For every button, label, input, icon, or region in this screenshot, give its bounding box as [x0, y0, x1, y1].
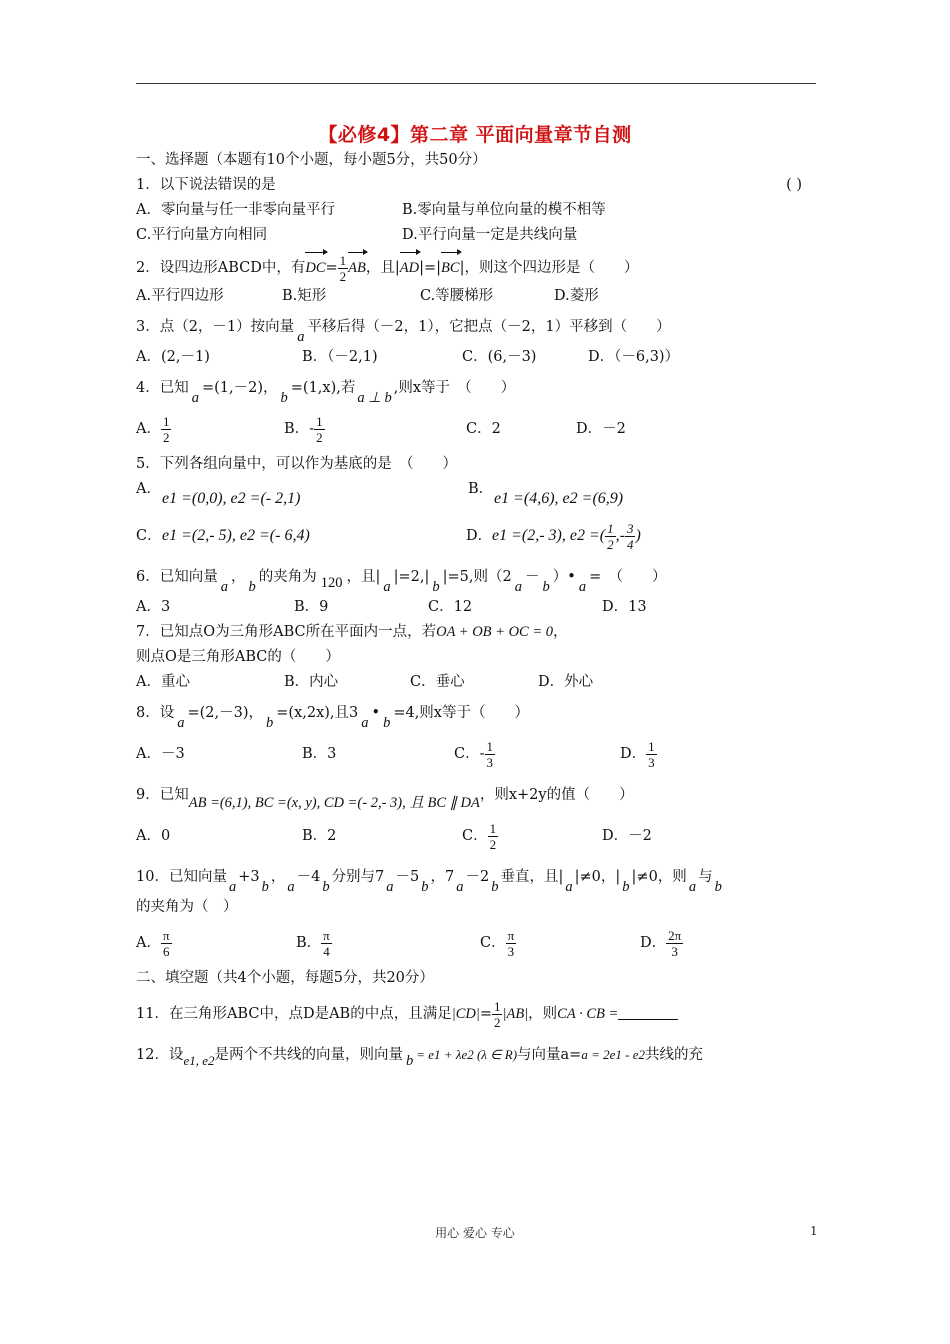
question-12 [136, 1037, 826, 1073]
question-10-line2 [136, 895, 826, 920]
section-heading-fill [136, 966, 826, 991]
vector-b: b [383, 715, 391, 731]
q5-options-row2 [136, 513, 826, 559]
text-fragment: ）• [552, 569, 576, 585]
text-fragment: 是两个不共线的向量，则向量 [214, 1047, 403, 1063]
page-footer: 用心 爱心 专心 [435, 1226, 515, 1240]
text-fragment: ，且| [346, 569, 381, 585]
question-stem: 7．已知点O为三角形ABC所在平面内一点，若 [136, 624, 437, 640]
text-fragment: +3 [238, 869, 260, 885]
vector-sum-expression: OA + OB + OC = 0 [436, 624, 554, 640]
option-a [136, 406, 171, 452]
fraction [625, 521, 636, 552]
text-fragment: ， [230, 569, 246, 585]
question-stem: 4．已知 [136, 380, 189, 396]
fraction-one-half [492, 999, 503, 1030]
q7-options [136, 670, 826, 695]
option-label: D． [640, 935, 667, 951]
text-fragment: ，则x+2y的值（ ） [479, 787, 634, 803]
vector-b: b [432, 579, 440, 595]
q8-options [136, 731, 826, 777]
expression: a = 2e1 - e2 [581, 1047, 645, 1062]
question-stem: 12．设 [136, 1047, 184, 1063]
option-a-label: A． [136, 481, 161, 497]
q6-options [136, 595, 826, 620]
option-label: B． [296, 935, 322, 951]
fraction [314, 414, 325, 445]
denominator: 2 [316, 429, 323, 445]
document-body [136, 148, 826, 1073]
vector-b: b [266, 715, 274, 731]
text-fragment: |=| [419, 260, 442, 276]
close-paren: ) [635, 527, 641, 544]
denominator: 2 [607, 536, 614, 552]
numerator: 1 [607, 520, 614, 536]
question-stem: 1．以下说法错误的是 [136, 177, 276, 193]
dot-product-expression: CA · CB = [557, 1006, 619, 1022]
denominator: 6 [163, 943, 170, 959]
option-c: C.平行向量方向相同 [136, 227, 268, 243]
fraction [321, 928, 332, 959]
minus-sign: - [479, 746, 485, 762]
denominator: 3 [486, 754, 494, 770]
option-c-label: C． [136, 528, 162, 544]
text-fragment: =(1,－2)， [201, 380, 278, 396]
vector-a: a [514, 579, 522, 595]
option-d: D．13 [602, 599, 647, 615]
question-stem: 3．点（2，－1）按向量 [136, 319, 295, 335]
option-a: A．重心 [136, 674, 190, 690]
option-b-label: B． [468, 481, 494, 497]
denominator: 2 [493, 1014, 501, 1030]
vector-a: a [177, 715, 185, 731]
expression: = e1 + λe2 (λ ∈ R) [416, 1047, 518, 1062]
question-4 [136, 370, 826, 406]
option-d-label: D． [466, 528, 493, 544]
option-b: B.零向量与单位向量的模不相等 [402, 202, 606, 218]
option-a: A.平行四边形 [136, 288, 224, 304]
text-fragment: － [525, 569, 540, 585]
numerator: 2π [668, 927, 682, 943]
equals-sign: = [479, 1006, 492, 1022]
text-fragment: |=5,则（2 [442, 569, 512, 585]
vector-a: a [386, 879, 394, 895]
fraction [605, 521, 616, 552]
vector-bc: BC [441, 248, 460, 286]
text-fragment: 共线的充 [644, 1047, 703, 1063]
option-a: A．3 [136, 599, 171, 615]
vector-a: a [228, 879, 237, 895]
vector-ab-magnitude: |AB| [502, 1006, 529, 1022]
vector-b: b [542, 579, 550, 595]
text-fragment: |≠0，则 [631, 869, 687, 885]
minus-sign: - [309, 421, 315, 437]
text-fragment: |≠0，| [574, 869, 621, 885]
fraction [485, 739, 496, 770]
vector-b: b [261, 879, 269, 895]
option-d [620, 731, 657, 777]
q1-options-row2 [136, 223, 826, 248]
expression: e1 =(2,- 3), e2 =( [492, 527, 606, 544]
text-fragment: －5 [395, 869, 420, 885]
text-fragment: ，且| [365, 260, 400, 276]
text-fragment: |，则这个四边形是（ ） [459, 260, 639, 276]
option-c: C．2 [466, 421, 501, 437]
option-label: D． [620, 746, 647, 762]
separator: ,- [615, 527, 625, 544]
text-fragment: ， [270, 869, 286, 885]
option-d: D.平行向量一定是共线向量 [402, 227, 578, 243]
text-fragment: = （ ） [589, 569, 667, 585]
text-fragment: 平移后得（－2，1），它把点（－2，1）平移到（ ） [307, 319, 671, 335]
fraction [161, 928, 172, 959]
option-c: e1 =(2,- 5), e2 =(- 6,4) [162, 527, 310, 544]
vector-a: a [297, 329, 305, 345]
q2-options [136, 284, 826, 309]
fraction-one-half [338, 253, 349, 284]
question-11 [136, 991, 826, 1037]
question-stem: 2．设四边形ABCD中，有 [136, 260, 306, 276]
text-fragment: =(2,－3)， [187, 705, 264, 721]
text-fragment: 垂直，且| [500, 869, 564, 885]
vector-b: b [714, 879, 722, 895]
vector-a: a [688, 879, 697, 895]
denominator: 2 [339, 268, 347, 284]
basis-vectors: e1, e2 [183, 1053, 215, 1068]
text-fragment: 与 [698, 869, 713, 885]
option-b [284, 406, 325, 452]
vector-dc: DC [305, 248, 325, 286]
section-label: 二、填空题（共4个小题，每题5分，共20分） [136, 970, 434, 986]
equals-sign: = [325, 260, 338, 276]
q10-options [136, 920, 826, 966]
question-stem: 11．在三角形ABC中，点D是AB的中点，且满足 [136, 1006, 452, 1022]
text-fragment: • [371, 705, 381, 721]
section-label: 一、选择题（本题有10个小题，每小题5分，共50分） [136, 152, 487, 168]
text-fragment: =(1,x),若 [290, 380, 356, 396]
angle-value: 120 [320, 575, 343, 591]
question-8 [136, 695, 826, 731]
vector-expression: AB =(6,1), BC =(x, y), CD =(- 2,- 3), 且 BC ∥ DA [188, 795, 480, 811]
q3-options [136, 345, 826, 370]
vector-b: b [421, 879, 429, 895]
option-c: C．(6,－3) [462, 349, 537, 365]
denominator: 4 [626, 536, 634, 552]
text-fragment: =4,则x等于（ ） [393, 705, 529, 721]
vector-a: a [578, 579, 587, 595]
option-a: A．(2,－1) [136, 349, 210, 365]
option-label: C． [462, 828, 488, 844]
denominator: 3 [671, 943, 678, 959]
denominator: 4 [323, 943, 330, 959]
denominator: 3 [648, 754, 655, 770]
option-label: B． [284, 421, 310, 437]
option-b: B．内心 [284, 674, 339, 690]
answer-blank[interactable] [618, 1019, 678, 1020]
vector-a: a [191, 390, 199, 406]
section-heading-choice [136, 148, 826, 173]
q4-options [136, 406, 826, 452]
question-6 [136, 559, 826, 595]
text-fragment: 与向量a= [517, 1047, 582, 1063]
vector-b: b [622, 879, 630, 895]
option-a: A．0 [136, 828, 171, 844]
text-fragment: 的夹角为 [258, 569, 317, 585]
question-7 [136, 620, 826, 645]
vector-cd-magnitude: |CD| [451, 1006, 480, 1022]
vector-a: a [220, 579, 228, 595]
question-stem: 的夹角为（ ） [136, 899, 238, 915]
numerator: π [162, 927, 170, 943]
q5-options-row1 [136, 477, 826, 513]
option-d: D.菱形 [554, 288, 599, 304]
numerator: 1 [648, 738, 655, 754]
option-d: D．－2 [576, 421, 626, 437]
fraction [646, 739, 657, 770]
fraction [666, 928, 683, 959]
numerator: 1 [162, 413, 170, 429]
option-c: C.等腰梯形 [420, 288, 494, 304]
vector-b: b [248, 579, 256, 595]
option-d [492, 513, 641, 559]
option-d: D．（－6,3)） [588, 349, 680, 365]
vector-a: a [361, 715, 369, 731]
question-stem: 则点O是三角形ABC的（ ） [136, 649, 340, 665]
vector-b: b [280, 390, 288, 406]
option-a: A．零向量与任一非零向量平行 [136, 202, 335, 218]
text-fragment: ，则 [528, 1006, 558, 1022]
answer-paren: ( ) [786, 177, 802, 193]
page-number: 1 [810, 1224, 818, 1238]
numerator: 1 [316, 413, 323, 429]
option-c [462, 813, 498, 859]
q9-options [136, 813, 826, 859]
option-d: D．－2 [602, 828, 652, 844]
vector-a: a [565, 879, 573, 895]
option-b [296, 920, 332, 966]
question-9 [136, 777, 826, 813]
text-fragment: ， [553, 624, 568, 640]
question-stem: 10．已知向量 [136, 869, 227, 885]
option-c [480, 920, 516, 966]
option-b: B．2 [302, 828, 337, 844]
vector-b: b [322, 879, 330, 895]
option-a [136, 920, 172, 966]
option-label: A． [136, 421, 161, 437]
option-b: B.矩形 [282, 288, 327, 304]
numerator: 1 [489, 820, 497, 836]
option-b: B．3 [302, 746, 337, 762]
fraction [161, 414, 172, 445]
question-stem: 6．已知向量 [136, 569, 218, 585]
text-fragment: =(x,2x),且3 [276, 705, 359, 721]
option-label: C． [480, 935, 506, 951]
numerator: π [323, 927, 330, 943]
fraction [488, 821, 499, 852]
option-c: C．垂心 [410, 674, 465, 690]
vector-ab: AB [348, 248, 366, 286]
vector-a: a [383, 579, 391, 595]
text-fragment: －4 [296, 869, 321, 885]
option-b: e1 =(4,6), e2 =(6,9) [494, 490, 624, 507]
question-1 [136, 173, 826, 198]
option-c [454, 731, 495, 777]
question-stem: 8．设 [136, 705, 175, 721]
question-stem: 5．下列各组向量中，可以作为基底的是 （ ） [136, 456, 457, 472]
vector-b: b [406, 1053, 414, 1069]
text-fragment: －2 [465, 869, 490, 885]
question-stem: 9．已知 [136, 787, 189, 803]
numerator: π [507, 927, 515, 943]
question-2 [136, 248, 826, 284]
numerator: 3 [626, 520, 634, 536]
denominator: 3 [507, 943, 515, 959]
denominator: 2 [489, 836, 497, 852]
fraction [506, 928, 517, 959]
header-rule [136, 83, 816, 84]
question-3 [136, 309, 826, 345]
option-c: C．12 [428, 599, 473, 615]
text-fragment: |=2,| [393, 569, 430, 585]
q1-options-row1 [136, 198, 826, 223]
option-b: B．9 [294, 599, 329, 615]
perpendicular-expression: a ⊥ b [357, 390, 392, 406]
text-fragment: ，7 [430, 869, 455, 885]
page-title: 【必修4】第二章 平面向量章节自测 [318, 124, 632, 146]
option-label: A． [136, 935, 161, 951]
question-10 [136, 859, 826, 895]
text-fragment: 分别与7 [331, 869, 385, 885]
option-d: D．外心 [538, 674, 594, 690]
option-b: B．（－2,1) [302, 349, 378, 365]
question-7-line2 [136, 645, 826, 670]
vector-ad: AD [400, 248, 419, 286]
numerator: 1 [339, 252, 347, 268]
text-fragment: ,则x等于 （ ） [393, 380, 516, 396]
numerator: 1 [486, 738, 494, 754]
option-a: e1 =(0,0), e2 =(- 2,1) [162, 490, 301, 507]
numerator: 1 [493, 998, 501, 1014]
option-d [640, 920, 683, 966]
denominator: 2 [162, 429, 170, 445]
vector-a: a [287, 879, 295, 895]
option-label: C． [454, 746, 480, 762]
vector-b: b [491, 879, 499, 895]
option-a: A．－3 [136, 746, 185, 762]
vector-a: a [456, 879, 464, 895]
